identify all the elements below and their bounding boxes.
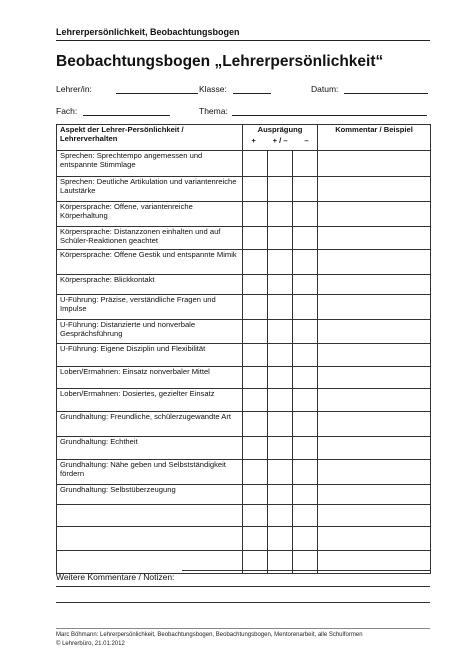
rating-plus-cell[interactable] [243, 202, 268, 227]
date-input-line[interactable] [344, 84, 428, 94]
observation-table [56, 124, 431, 574]
rating-minus-cell[interactable] [293, 367, 318, 389]
rating-minus-cell[interactable] [293, 320, 318, 344]
rating-column-header [243, 125, 318, 151]
rating-plus-cell[interactable] [243, 505, 268, 527]
comment-cell[interactable] [318, 412, 431, 437]
rating-mid-cell[interactable] [268, 505, 293, 527]
topic-field [199, 106, 427, 116]
comment-cell[interactable] [318, 295, 431, 320]
comment-cell[interactable] [318, 485, 431, 505]
rating-minus-cell[interactable] [293, 295, 318, 320]
rating-plus-cell[interactable] [243, 437, 268, 460]
rating-minus-cell[interactable] [293, 275, 318, 295]
rating-mid-cell[interactable] [268, 275, 293, 295]
table-row [57, 367, 431, 389]
rating-mid-cell[interactable] [268, 367, 293, 389]
rating-plus-cell[interactable] [243, 275, 268, 295]
topic-input-line[interactable] [232, 106, 427, 116]
rating-plus-cell[interactable] [243, 367, 268, 389]
table-row [57, 460, 431, 485]
rating-minus-cell[interactable] [293, 202, 318, 227]
rating-subheader [243, 134, 317, 145]
subject-label: Fach: [56, 106, 78, 116]
page-header: Lehrerpersönlichkeit, Beobachtungsbogen [56, 27, 240, 37]
rating-minus-cell[interactable] [293, 227, 318, 250]
aspect-cell: Loben/Ermahnen: Einsatz nonverbaler Mittel [57, 367, 243, 389]
class-label: Klasse: [199, 84, 227, 94]
footer-divider [56, 628, 430, 629]
rating-plus-cell[interactable] [243, 250, 268, 275]
aspect-cell: Sprechen: Sprechtempo angemessen und entspannte Stimmlage [57, 151, 243, 177]
rating-header-label: Ausprägung [257, 125, 303, 134]
rating-minus-cell[interactable] [293, 151, 318, 177]
aspect-cell: U-Führung: Präzise, verständliche Fragen und Impulse [57, 295, 243, 320]
date-label: Datum: [311, 84, 339, 94]
rating-mid-cell[interactable] [268, 389, 293, 412]
header-divider [56, 40, 430, 41]
rating-minus-cell[interactable] [293, 412, 318, 437]
rating-minus-cell[interactable] [293, 250, 318, 275]
rating-minus-cell[interactable] [293, 460, 318, 485]
rating-plus-cell[interactable] [243, 485, 268, 505]
rating-minus-label: – [304, 136, 309, 145]
rating-mid-cell[interactable] [268, 460, 293, 485]
aspect-cell: Körpersprache: Distanzzonen einhalten und auf Schüler-Reaktionen geachtet [57, 227, 243, 250]
comment-cell[interactable] [318, 202, 431, 227]
aspect-cell: Grundhaltung: Freundliche, schülerzugewandte Art [57, 412, 243, 437]
table-row [57, 412, 431, 437]
comment-cell[interactable] [318, 527, 431, 551]
subject-field [56, 106, 170, 116]
comment-cell[interactable] [318, 344, 431, 367]
comment-cell[interactable] [318, 367, 431, 389]
rating-plus-cell[interactable] [243, 460, 268, 485]
aspect-cell [57, 527, 243, 551]
aspect-cell: Loben/Ermahnen: Dosiertes, gezielter Einsatz [57, 389, 243, 412]
table-row [57, 227, 431, 250]
rating-mid-cell[interactable] [268, 344, 293, 367]
comments-line[interactable] [56, 602, 430, 603]
rating-plus-label: + [251, 136, 256, 145]
aspect-cell: U-Führung: Eigene Disziplin und Flexibilität [57, 344, 243, 367]
page-title: Beobachtungsbogen „Lehrerpersönlichkeit“ [56, 53, 384, 70]
comments-line[interactable] [182, 570, 430, 571]
table-row [57, 275, 431, 295]
table-row [57, 527, 431, 551]
table-row [57, 437, 431, 460]
footer-copyright: © Lehrerbüro, 21.01.2012 [56, 641, 125, 647]
teacher-label: Lehrer/in: [56, 84, 92, 94]
comment-cell[interactable] [318, 389, 431, 412]
aspect-cell: U-Führung: Distanzierte und nonverbale Gesprächsführung [57, 320, 243, 344]
aspect-cell: Sprechen: Deutliche Artikulation und variantenreiche Lautstärke [57, 177, 243, 202]
comment-cell[interactable] [318, 437, 431, 460]
table-row [57, 320, 431, 344]
rating-plus-cell[interactable] [243, 295, 268, 320]
aspect-cell: Körpersprache: Offene Gestik und entspannte Mimik [57, 250, 243, 275]
rating-mid-cell[interactable] [268, 527, 293, 551]
rating-mid-cell[interactable] [268, 177, 293, 202]
aspect-cell: Körpersprache: Blickkontakt [57, 275, 243, 295]
rating-mid-cell[interactable] [268, 437, 293, 460]
rating-minus-cell[interactable] [293, 505, 318, 527]
table-row [57, 505, 431, 527]
aspect-cell: Grundhaltung: Selbstüberzeugung [57, 485, 243, 505]
comment-cell[interactable] [318, 177, 431, 202]
rating-minus-cell[interactable] [293, 389, 318, 412]
aspect-column-header: Aspekt der Lehrer-Persönlichkeit / Lehrerverhalten [57, 125, 243, 151]
comment-cell[interactable] [318, 275, 431, 295]
rating-plus-cell[interactable] [243, 344, 268, 367]
rating-minus-cell[interactable] [293, 177, 318, 202]
aspect-cell: Körpersprache: Offene, variantenreiche Körperhaltung [57, 202, 243, 227]
table-row [57, 344, 431, 367]
table-header-row [57, 125, 431, 151]
topic-label: Thema: [199, 106, 228, 116]
rating-minus-cell[interactable] [293, 485, 318, 505]
rating-minus-cell[interactable] [293, 344, 318, 367]
teacher-field [56, 84, 198, 94]
comment-cell[interactable] [318, 151, 431, 177]
date-field [311, 84, 428, 94]
aspect-cell [57, 505, 243, 527]
table-row [57, 151, 431, 177]
rating-plus-cell[interactable] [243, 412, 268, 437]
rating-plus-cell[interactable] [243, 320, 268, 344]
table-row [57, 485, 431, 505]
rating-plus-cell[interactable] [243, 527, 268, 551]
rating-plus-cell[interactable] [243, 389, 268, 412]
comment-cell[interactable] [318, 250, 431, 275]
class-input-line[interactable] [233, 84, 271, 94]
rating-mid-cell[interactable] [268, 412, 293, 437]
comments-label: Weitere Kommentare / Notizen: [56, 572, 175, 582]
aspect-cell: Grundhaltung: Nähe geben und Selbstständigkeit fördern [57, 460, 243, 485]
aspect-cell: Grundhaltung: Echtheit [57, 437, 243, 460]
comment-column-header: Kommentar / Beispiel [318, 125, 431, 151]
rating-plus-cell[interactable] [243, 227, 268, 250]
rating-mid-cell[interactable] [268, 320, 293, 344]
rating-mid-cell[interactable] [268, 485, 293, 505]
comment-cell[interactable] [318, 320, 431, 344]
subject-input-line[interactable] [83, 106, 170, 116]
rating-plus-cell[interactable] [243, 151, 268, 177]
rating-mid-cell[interactable] [268, 202, 293, 227]
class-field [199, 84, 271, 94]
comment-cell[interactable] [318, 227, 431, 250]
comments-line[interactable] [56, 586, 430, 587]
table-row [57, 295, 431, 320]
rating-mid-cell[interactable] [268, 227, 293, 250]
teacher-input-line[interactable] [116, 84, 198, 94]
comment-cell[interactable] [318, 505, 431, 527]
rating-mid-cell[interactable] [268, 295, 293, 320]
table-row [57, 202, 431, 227]
rating-mid-cell[interactable] [268, 250, 293, 275]
table-row [57, 250, 431, 275]
table-row [57, 177, 431, 202]
rating-minus-cell[interactable] [293, 527, 318, 551]
rating-plus-cell[interactable] [243, 177, 268, 202]
table-row [57, 389, 431, 412]
rating-minus-cell[interactable] [293, 437, 318, 460]
rating-mid-cell[interactable] [268, 151, 293, 177]
footer-credit: Marc Böhmann: Lehrerpersönlichkeit, Beobachtungsbogen, Beobachtungsbogen, Mentorenarbeit, alle Schulformen [56, 632, 363, 638]
comment-cell[interactable] [318, 460, 431, 485]
rating-mid-label: + / – [272, 136, 288, 145]
